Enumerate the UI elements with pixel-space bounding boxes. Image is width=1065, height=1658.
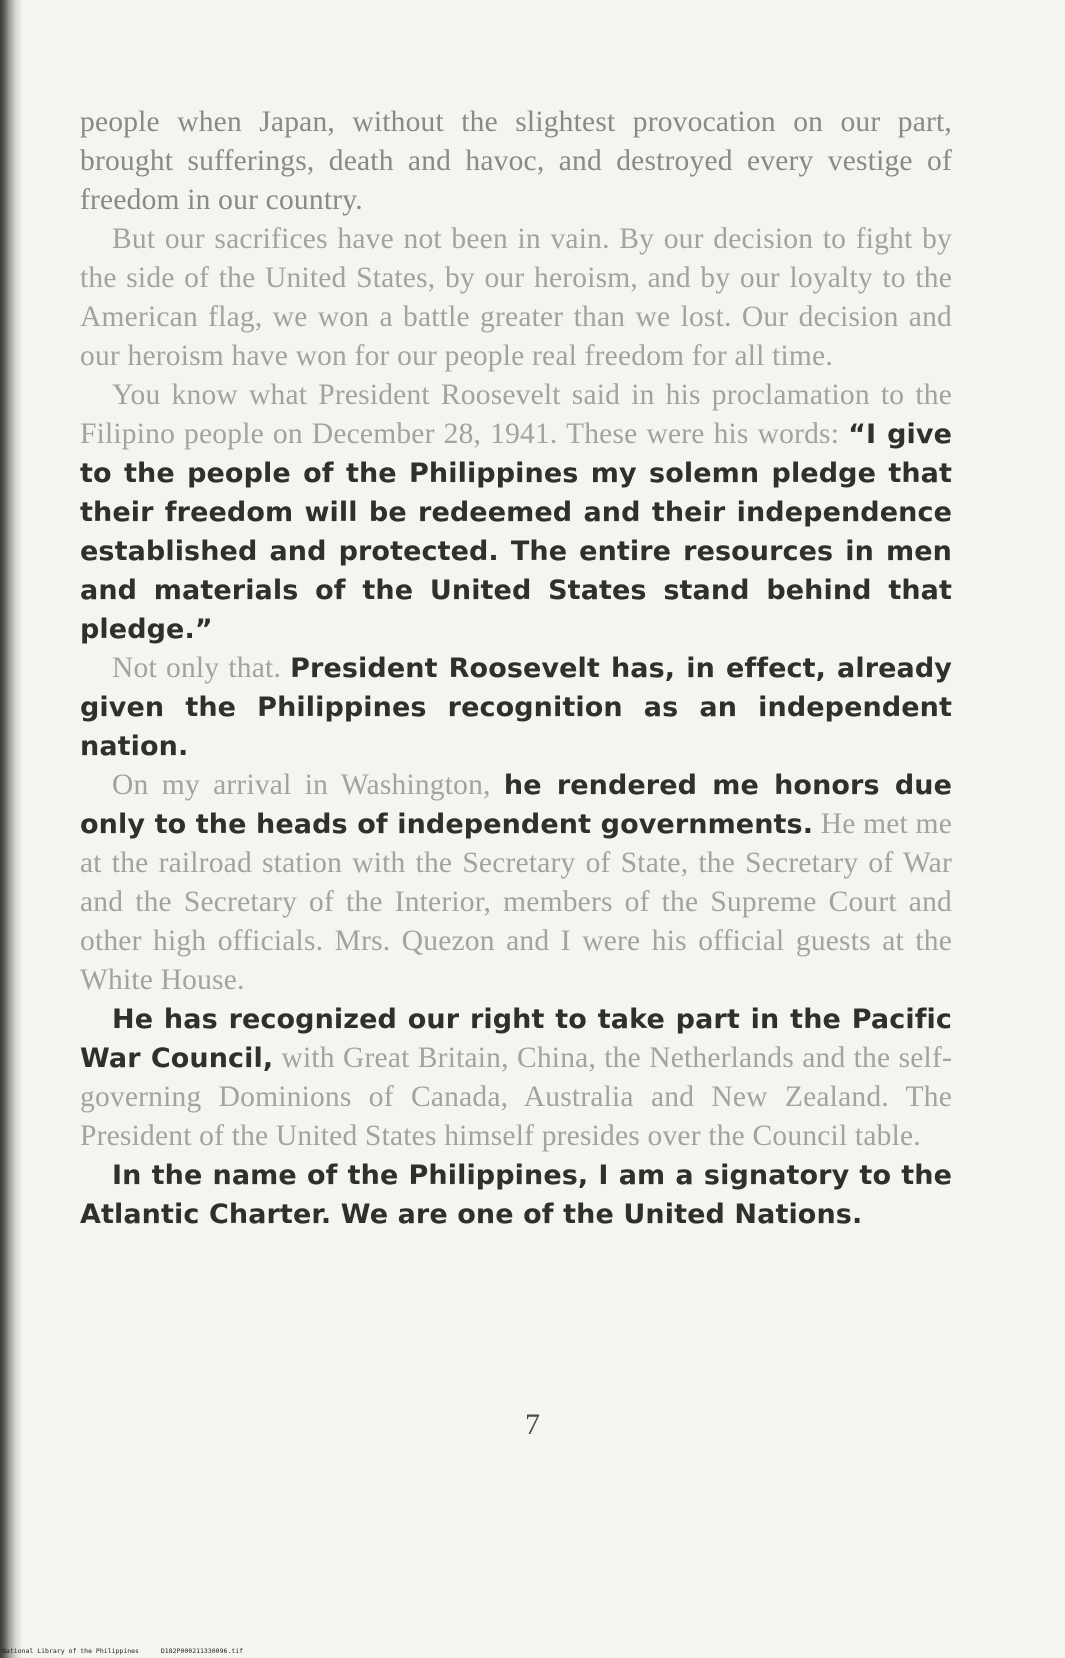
paragraph-3	[80, 376, 952, 649]
paragraph-2-text: But our sacrifices have not been in vain. By our decision to fight by the side of the United States, by our heroism, and by our loyalty to the American flag, we won a battle greater than we lost. Our decision and our heroism have won for our people real freedom for all time.	[80, 223, 952, 372]
paragraph-6-rest: with Great Britain, China, the Netherlands and the self-governing Dominions of Canada, Australia and New Zealand. The President of the United States himself presides over the Council table.	[80, 1042, 952, 1152]
paragraph-2	[80, 220, 952, 376]
paragraph-5	[80, 766, 952, 1000]
paragraph-4-intro: Not only that.	[112, 652, 291, 684]
paragraph-7-emphasis: In the name of the Philippines, I am a signatory to the Atlantic Charter. We are one of the United Nations.	[80, 1160, 952, 1230]
paragraph-5-emphasis: he rendered me honors due only to the heads of independent governments.	[80, 770, 953, 840]
file-id: D182P000211330096.tif	[160, 1647, 244, 1655]
paragraph-1	[80, 103, 952, 220]
paragraph-5-intro: On my arrival in Washington,	[112, 769, 504, 801]
paragraph-5-rest: He met me at the railroad station with the Secretary of State, the Secretary of War and the Secretary of the Interior, members of the Supreme Court and other high officials. Mrs. Quezon and I were his official guests at the White House.	[80, 808, 952, 996]
library-credit: National Library of the Philippines	[2, 1647, 139, 1655]
paragraph-6	[80, 1000, 952, 1156]
body-text	[80, 103, 952, 1234]
paragraph-4-emphasis: President Roosevelt has, in effect, already given the Philippines recognition as an independent nation.	[80, 653, 952, 762]
paragraph-1-text: people when Japan, without the slightest provocation on our part, brought sufferings, death and havoc, and destroyed every vestige of freedom in our country.	[80, 106, 952, 216]
roosevelt-quote: “I give to the people of the Philippines my solemn pledge that their freedom will be redeemed and their independence established and protected. The entire resources in men and materials of the United States stand behind that pledge.”	[80, 419, 952, 645]
page-number: 7	[525, 1408, 540, 1441]
paragraph-6-emphasis: He has recognized our right to take part in the Pacific War Council,	[80, 1004, 952, 1074]
paragraph-7	[80, 1156, 952, 1234]
scan-footer	[2, 1647, 261, 1655]
paragraph-3-intro: You know what President Roosevelt said in his proclamation to the Filipino people on December 28, 1941. These were his words:	[80, 379, 952, 450]
paragraph-4	[80, 649, 952, 766]
